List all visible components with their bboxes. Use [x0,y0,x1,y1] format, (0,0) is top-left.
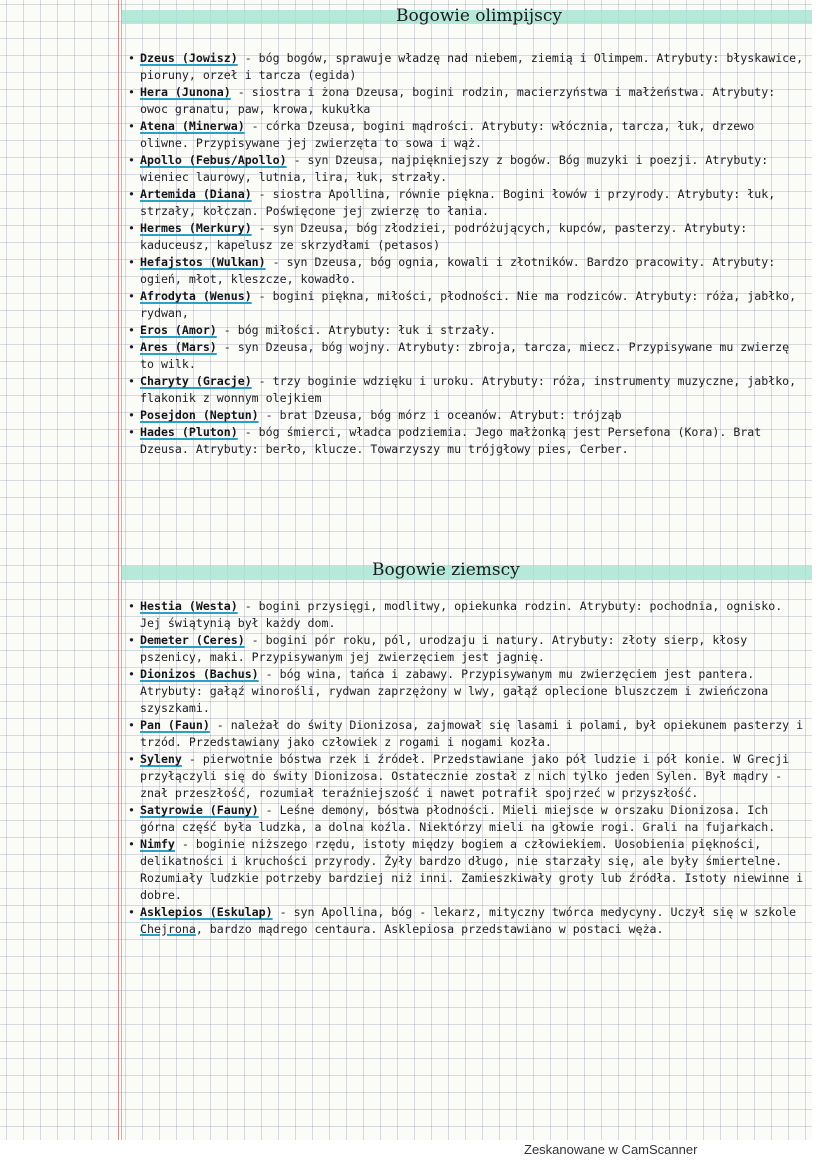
list-item [128,50,804,84]
deity-description: - syn Dzeusa, bóg ognia, kowali i złotników. Bardzo pracowity. Atrybuty: ogień, młot, kleszcze, kowadło. [140,255,776,286]
list-item [128,836,804,904]
deity-name: Pan (Faun) [140,718,210,732]
section-title-olympian: Bogowie olimpijscy [396,6,562,26]
deity-description: - syn Dzeusa, bóg złodziei, podróżujących, kupców, pasterzy. Atrybuty: kaduceusz, kapelusz ze skrzydłami (petasos) [140,221,748,252]
deity-name: Hefajstos (Wulkan) [140,255,266,269]
list-item [128,84,804,118]
deity-name: Afrodyta (Wenus) [140,289,252,303]
deity-description: - bogini przysięgi, modlitwy, opiekunka rodzin. Atrybuty: pochodnia, ognisko. Jej świątynią był każdy dom. [140,599,783,630]
deity-description: - córka Dzeusa, bogini mądrości. Atrybuty: włócznia, tarcza, łuk, drzewo oliwne. Przypisywane jej zwierzęta to sowa i wąż. [140,119,755,150]
list-item [128,254,804,288]
deity-name: Satyrowie (Fauny) [140,803,259,817]
deity-description: - bogini piękna, miłości, płodności. Nie ma rodziców. Atrybuty: róża, jabłko, rydwan, [140,289,797,320]
deity-description: - bóg śmierci, władca podziemia. Jego małżonką jest Persefona (Kora). Brat Dzeusa. Atrybuty: berło, klucze. Towarzyszy mu trójgłowy pies, Cerber. [140,425,762,456]
deity-description-end: , bardzo mądrego centaura. Asklepiosa przedstawiano w postaci węża. [195,922,664,936]
deity-name: Hades (Pluton) [140,425,238,439]
margin-line [118,0,119,1140]
deity-name: Atena (Minerwa) [140,119,245,133]
list-item [128,339,804,373]
deity-description: - pierwotnie bóstwa rzek i źródeł. Przedstawiane jako pół ludzie i pół konie. W Grecji przyłączyli się do świty Dionizosa. Ostatecznie został z nich tylko jeden Sylen. Był mądry - znał przeszłość, rozumiał teraźniejszość i nawet potrafił spojrzeć w przyszłość. [140,752,790,800]
deity-name: Artemida (Diana) [140,187,252,201]
deity-name: Hermes (Merkury) [140,221,252,235]
list-item [128,751,804,802]
underlined-name: Chejrona [140,922,196,936]
deity-description: - siostra i żona Dzeusa, bogini rodzin, macierzyństwa i małżeństwa. Atrybuty: owoc granatu, paw, krowa, kukułka [140,85,776,116]
list-item [128,186,804,220]
deity-description: - bóg miłości. Atrybuty: łuk i strzały. [216,323,496,337]
deity-name: Ares (Mars) [140,340,217,354]
list-item [128,220,804,254]
deity-name: Dzeus (Jowisz) [140,51,238,65]
list-item [128,666,804,717]
deity-description: - należał do świty Dionizosa, zajmował się lasami i polami, był opiekunem pasterzy i trzód. Przedstawiany jako człowiek z rogami i nogami kozła. [140,718,804,749]
list-item [128,407,804,424]
deity-description: - boginie niższego rzędu, istoty między bogiem a człowiekiem. Uosobienia piękności, delikatności i kruchości przyrody. Żyły bardzo długo, nie starzały się, ale były śmiertelne. Rozumiały ludzkie potrzeby bardziej niż inni. Zamieszkiwały groty lub źródła. Istoty niewinne i dobre. [140,837,804,902]
deity-name: Dionizos (Bachus) [140,667,259,681]
deity-name: Syleny [140,752,182,766]
scanner-watermark: Zeskanowane w CamScanner [524,1142,698,1157]
deity-description: - syn Dzeusa, bóg wojny. Atrybuty: zbroja, tarcza, miecz. Przypisywane mu zwierzę to wilk. [140,340,790,371]
list-item [128,118,804,152]
deity-description: - bóg bogów, sprawuje władzę nad niebem, ziemią i Olimpem. Atrybuty: błyskawice, pioruny, orzeł i tarcza (egida) [140,51,804,82]
list-item [128,373,804,407]
deity-name: Apollo (Febus/Apollo) [140,153,287,167]
list-item [128,152,804,186]
list-item [128,288,804,322]
deity-name: Posejdon (Neptun) [140,408,259,422]
list-item [128,632,804,666]
list-item [128,424,804,458]
deity-name: Eros (Amor) [140,323,217,337]
list-item [128,598,804,632]
deity-description: - syn Apollina, bóg - lekarz, mityczny twórca medycyny. Uczył się w szkole [272,905,797,919]
deity-description: - bogini pór roku, pól, urodzaju i natury. Atrybuty: złoty sierp, kłosy pszenicy, maki. Przypisywanym jej zwierzęciem jest jagnię. [140,633,748,664]
deity-name: Charyty (Gracje) [140,374,252,388]
deity-description: - trzy boginie wdzięku i uroku. Atrybuty: róża, instrumenty muzyczne, jabłko, flakonik z wonnym olejkiem [140,374,797,405]
deity-name: Asklepios (Eskulap) [140,905,273,919]
deity-name: Demeter (Ceres) [140,633,245,647]
section-title-earthly: Bogowie ziemscy [372,560,520,580]
deity-name: Nimfy [140,837,175,851]
deity-description: - Leśne demony, bóstwa płodności. Mieli miejsce w orszaku Dionizosa. Ich górna część była ludzka, a dolna koźla. Niektórzy mieli na głowie rogi. Grali na fujarkach. [140,803,776,834]
deity-description: - siostra Apollina, równie piękna. Bogini łowów i przyrody. Atrybuty: łuk, strzały, kołczan. Poświęcone jej zwierzę to łania. [140,187,776,218]
list-item [128,904,804,938]
olympian-gods-list [128,50,804,458]
deity-description: - syn Dzeusa, najpiękniejszy z bogów. Bóg muzyki i poezji. Atrybuty: wieniec laurowy, lutnia, lira, łuk, strzały. [140,153,769,184]
deity-description: - brat Dzeusa, bóg mórz i oceanów. Atrybut: trójząb [258,408,622,422]
deity-name: Hestia (Westa) [140,599,238,613]
list-item [128,322,804,339]
list-item [128,717,804,751]
deity-description: - bóg wina, tańca i zabawy. Przypisywanym mu zwierzęciem jest pantera. Atrybuty: gałąź winorośli, rydwan zaprzężony w lwy, gałąź oplecione bluszczem i zwieńczona szyszkami. [140,667,769,715]
deity-name: Hera (Junona) [140,85,231,99]
earthly-gods-list [128,598,804,938]
list-item [128,802,804,836]
